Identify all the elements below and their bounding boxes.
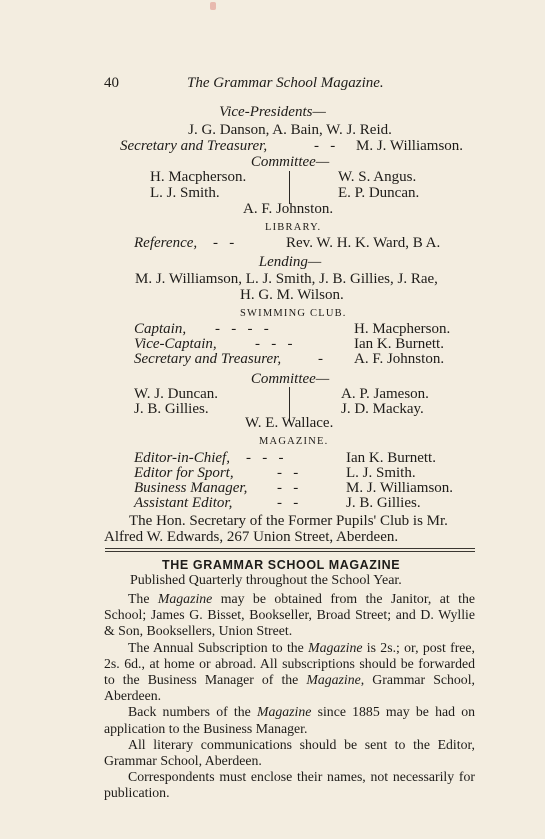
swimming-dashes: - - -	[255, 336, 293, 352]
reference-role: Reference,	[134, 235, 198, 251]
magazine-dashes: - -	[277, 480, 299, 496]
secretary-role: Secretary and Treasurer,	[120, 138, 268, 154]
reference-name: Rev. W. H. K. Ward, B A.	[286, 235, 441, 251]
lending-names: H. G. M. Wilson.	[240, 287, 344, 303]
committee-member: J. D. Mackay.	[341, 401, 424, 417]
fp-secretary-note: Alfred W. Edwards, 267 Union Street, Aberdeen.	[104, 529, 399, 545]
swimming-role: Secretary and Treasurer,	[134, 351, 282, 367]
magazine-name: Ian K. Burnett.	[346, 450, 436, 466]
committee-member: W. J. Duncan.	[134, 386, 219, 402]
swimming-committee-heading: Committee—	[250, 371, 330, 387]
divider-rule	[105, 548, 475, 549]
fp-secretary-note: The Hon. Secretary of the Former Pupils' Club is Mr.	[129, 513, 448, 529]
committee-heading: Committee—	[250, 154, 330, 170]
page-number: 40	[104, 75, 119, 91]
divider-rule	[105, 551, 475, 552]
magazine-dashes: - - -	[246, 450, 284, 466]
lending-heading: Lending—	[258, 254, 322, 270]
lending-names: M. J. Williamson, L. J. Smith, J. B. Gillies, J. Rae,	[135, 271, 438, 287]
availability-paragraph: The Magazine may be obtained from the Janitor, at the School; James G. Bisset, Bookseller, Broad Street; and D. Wyllie & Son, Booksellers, Union Street.	[104, 591, 475, 639]
secretary-name: M. J. Williamson.	[356, 138, 464, 154]
magazine-name: J. B. Gillies.	[346, 495, 421, 511]
subscription-paragraph: The Annual Subscription to the Magazine is 2s.; or, post free, 2s. 6d., at home or abroad. All subscriptions should be forwarded to the Business Manager of the Magazine, Grammar School, Aberdeen.	[104, 639, 475, 704]
magazine-role: Editor-in-Chief,	[134, 450, 230, 466]
magazine-name: M. J. Williamson.	[346, 480, 454, 496]
library-heading: LIBRARY.	[265, 222, 322, 233]
swimming-dashes: - - - -	[215, 321, 269, 337]
swimming-heading: SWIMMING CLUB.	[240, 308, 347, 319]
committee-member: A. F. Johnston.	[243, 201, 334, 217]
vice-presidents-heading: Vice-Presidents—	[219, 104, 326, 120]
swimming-name: Ian K. Burnett.	[354, 336, 444, 352]
swimming-name: H. Macpherson.	[354, 321, 451, 337]
magazine-dashes: - -	[277, 495, 299, 511]
secretary-dashes: - -	[314, 138, 336, 154]
magazine-role: Business Manager,	[134, 480, 248, 496]
committee-member: E. P. Duncan.	[338, 185, 420, 201]
reference-dashes: - -	[213, 235, 235, 251]
magazine-role: Editor for Sport,	[134, 465, 234, 481]
magazine-role: Assistant Editor,	[134, 495, 233, 511]
committee-member: H. Macpherson.	[150, 169, 247, 185]
swimming-name: A. F. Johnston.	[354, 351, 445, 367]
correspondents-paragraph: Correspondents must enclose their names, not necessarily for publication.	[104, 769, 475, 801]
vice-presidents-names: J. G. Danson, A. Bain, W. J. Reid.	[188, 122, 392, 138]
notice-heading: THE GRAMMAR SCHOOL MAGAZINE	[162, 558, 401, 572]
swimming-role: Captain,	[134, 321, 187, 337]
back-numbers-paragraph: Back numbers of the Magazine since 1885 may be had on application to the Business Manager.	[104, 704, 475, 736]
magazine-heading: MAGAZINE.	[259, 436, 329, 447]
notice-subheading: Published Quarterly throughout the School Year.	[130, 573, 402, 588]
magazine-name: L. J. Smith.	[346, 465, 416, 481]
swimming-dashes: -	[318, 351, 323, 367]
paper-stain	[210, 2, 216, 10]
swimming-role: Vice-Captain,	[134, 336, 217, 352]
committee-member: J. B. Gillies.	[134, 401, 209, 417]
committee-member: W. S. Angus.	[338, 169, 417, 185]
magazine-dashes: - -	[277, 465, 299, 481]
committee-member: L. J. Smith.	[150, 185, 220, 201]
running-title: The Grammar School Magazine.	[187, 75, 384, 91]
communications-paragraph: All literary communications should be sent to the Editor, Grammar School, Aberdeen.	[104, 736, 475, 769]
committee-member: W. E. Wallace.	[245, 415, 334, 431]
committee-member: A. P. Jameson.	[341, 386, 429, 402]
notice-body	[104, 591, 475, 802]
